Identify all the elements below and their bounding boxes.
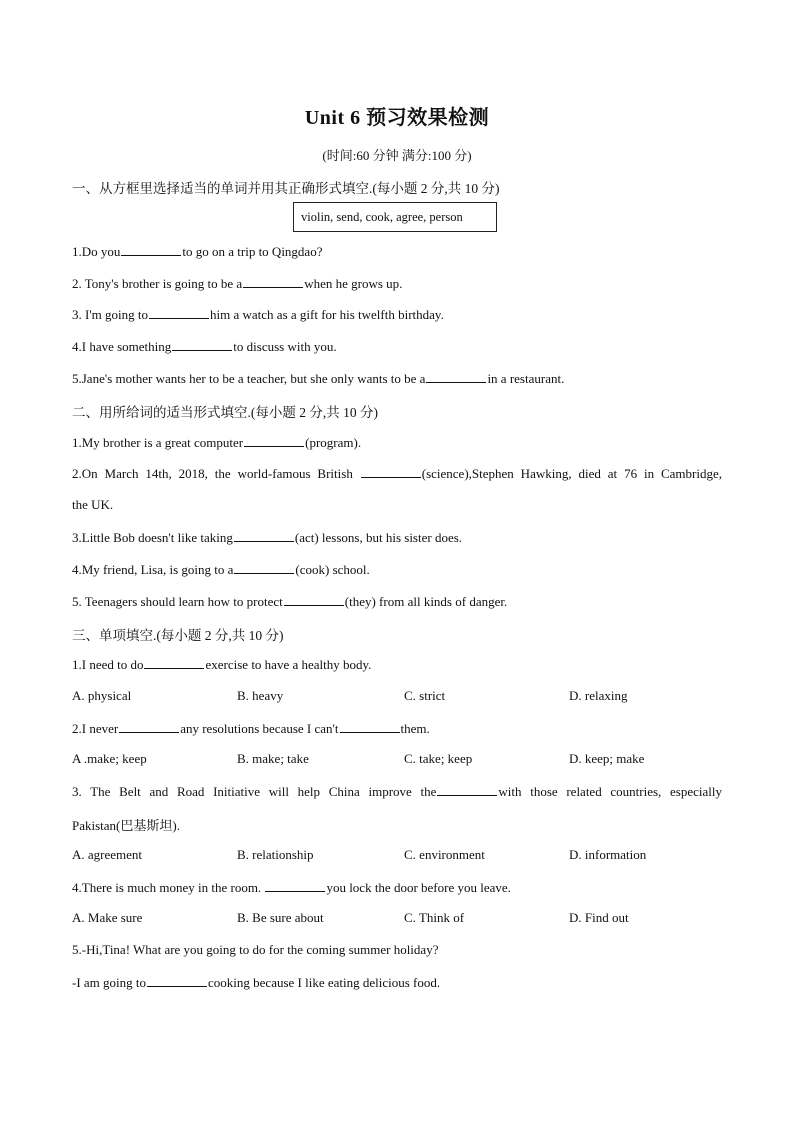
- answer-blank[interactable]: [361, 465, 421, 478]
- s3-q3-option-a[interactable]: A. agreement: [72, 847, 143, 862]
- answer-blank[interactable]: [147, 974, 207, 987]
- s3-q3-option-d[interactable]: D. information: [569, 847, 647, 862]
- s3-q2-option-d[interactable]: D. keep; make: [569, 751, 645, 766]
- s3-q2-option-a[interactable]: A .make; keep: [72, 751, 147, 766]
- answer-blank[interactable]: [172, 338, 232, 351]
- s3-q4-option-c[interactable]: C. Think of: [404, 910, 465, 925]
- exam-meta: (时间:60 分钟 满分:100 分): [322, 148, 472, 163]
- s3-question-5: 5.-Hi,Tina! What are you going to do for the coming summer holiday?: [72, 942, 439, 957]
- answer-blank[interactable]: [121, 243, 181, 256]
- s3-q4-option-b[interactable]: B. Be sure about: [237, 910, 324, 925]
- s1-question-5: 5.Jane's mother wants her to be a teacher, but she only wants to be a in a restaurant.: [72, 371, 565, 386]
- s1-question-3: 3. I'm going to him a watch as a gift for his twelfth birthday.: [72, 307, 444, 322]
- s3-q3-option-b[interactable]: B. relationship: [237, 847, 314, 862]
- s2-question-3: 3.Little Bob doesn't like taking (act) lessons, but his sister does.: [72, 530, 463, 545]
- s2-question-2-cont: the UK.: [72, 497, 114, 512]
- word-box: [293, 202, 497, 232]
- page-title: Unit 6 预习效果检测: [304, 107, 490, 129]
- section-3-heading: 三、单项填空.(每小题 2 分,共 10 分): [72, 628, 284, 643]
- s3-q3-option-c[interactable]: C. environment: [404, 847, 485, 862]
- answer-blank[interactable]: [437, 783, 497, 796]
- answer-blank[interactable]: [119, 720, 179, 733]
- s3-question-3-cont: Pakistan(巴基斯坦).: [72, 818, 180, 833]
- s1-question-1: 1.Do you to go on a trip to Qingdao?: [72, 244, 323, 259]
- answer-blank[interactable]: [243, 275, 303, 288]
- s3-q1-option-b[interactable]: B. heavy: [237, 688, 284, 703]
- answer-blank[interactable]: [144, 656, 204, 669]
- s2-question-4: 4.My friend, Lisa, is going to a (cook) school.: [72, 562, 370, 577]
- s3-q1-option-d[interactable]: D. relaxing: [569, 688, 628, 703]
- answer-blank[interactable]: [426, 370, 486, 383]
- answer-blank[interactable]: [284, 593, 344, 606]
- s3-question-1: 1.I need to do exercise to have a healthy body.: [72, 657, 372, 672]
- answer-blank[interactable]: [234, 561, 294, 574]
- answer-blank[interactable]: [244, 434, 304, 447]
- s3-q2-option-b[interactable]: B. make; take: [237, 751, 309, 766]
- answer-blank[interactable]: [149, 306, 209, 319]
- s3-q4-option-a[interactable]: A. Make sure: [72, 910, 143, 925]
- s3-q1-option-c[interactable]: C. strict: [404, 688, 446, 703]
- s3-question-4: 4.There is much money in the room. you lock the door before you leave.: [72, 880, 511, 895]
- s3-question-5-reply: -I am going to cooking because I like eating delicious food.: [72, 975, 441, 990]
- s3-q1-option-a[interactable]: A. physical: [72, 688, 132, 703]
- s3-q2-option-c[interactable]: C. take; keep: [404, 751, 473, 766]
- section-1-heading: 一、从方框里选择适当的单词并用其正确形式填空.(每小题 2 分,共 10 分): [72, 181, 500, 196]
- s1-question-2: 2. Tony's brother is going to be a when he grows up.: [72, 276, 403, 291]
- section-2-heading: 二、用所给词的适当形式填空.(每小题 2 分,共 10 分): [72, 405, 378, 420]
- s3-q4-option-d[interactable]: D. Find out: [569, 910, 629, 925]
- s3-question-3: 3. The Belt and Road Initiative will help China improve the with those related countries, especially: [72, 784, 722, 799]
- s2-question-2: 2.On March 14th, 2018, the world-famous British (science),Stephen Hawking, died at 76 in Cambridge,: [72, 466, 723, 481]
- answer-blank[interactable]: [340, 720, 400, 733]
- word-box-text: violin, send, cook, agree, person: [301, 209, 463, 224]
- s2-question-5: 5. Teenagers should learn how to protect (they) from all kinds of danger.: [72, 594, 508, 609]
- s2-question-1: 1.My brother is a great computer (program).: [72, 435, 362, 450]
- answer-blank[interactable]: [234, 529, 294, 542]
- s1-question-4: 4.I have something to discuss with you.: [72, 339, 337, 354]
- answer-blank[interactable]: [265, 879, 325, 892]
- s3-question-2: 2.I never any resolutions because I can't them.: [72, 721, 430, 736]
